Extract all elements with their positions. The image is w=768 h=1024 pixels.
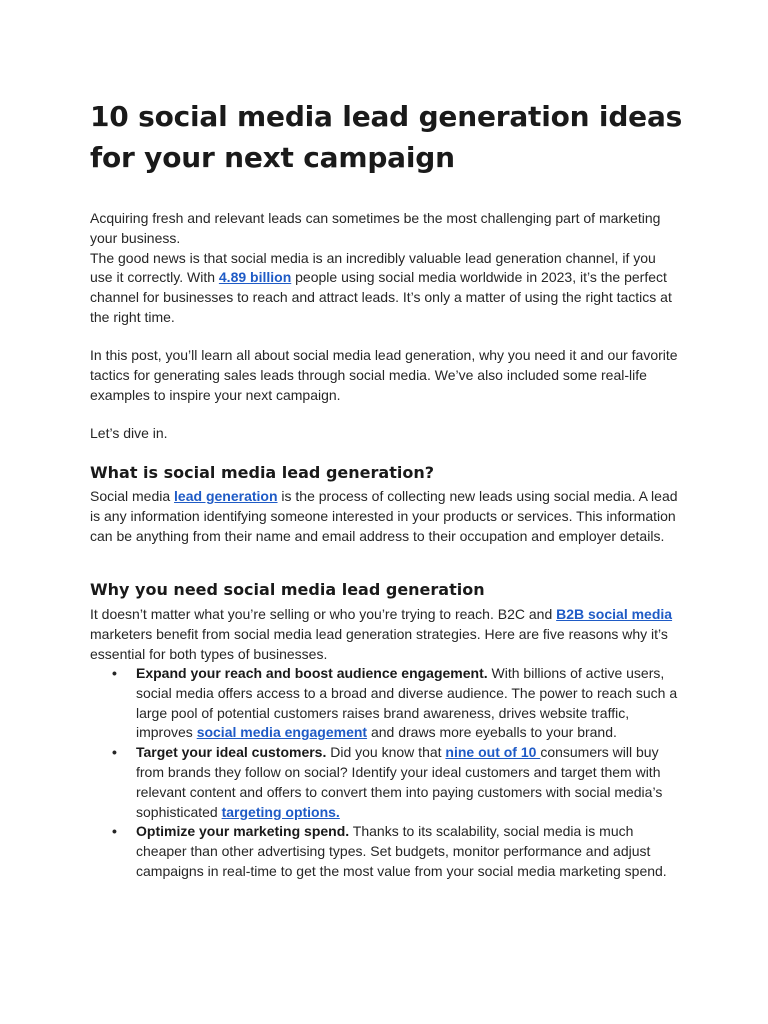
- b2b-social-media-link[interactable]: B2B social media: [556, 606, 673, 622]
- bullet-icon: •: [112, 665, 117, 681]
- intro-paragraphs: [90, 209, 682, 328]
- reason-text: Did you know that: [326, 744, 446, 761]
- list-item: [90, 743, 682, 822]
- what-section-body: [90, 487, 682, 546]
- reason-text-middle: consumers will buy from brands they follow on social? Identify your ideal customers and target them with relevant content and offers to convert them into paying customers with social media’s sophisticated: [136, 744, 663, 820]
- intro-paragraph-2: [90, 249, 682, 328]
- heading-why-you-need: Why you need social media lead generation: [90, 580, 485, 599]
- intro-paragraph-2-text-a: The good news is that social media is an incredibly valuable lead generation channel, if you use it correctly. With: [90, 249, 656, 286]
- what-paragraph: [90, 487, 682, 546]
- intro-paragraph-3-block: [90, 346, 682, 405]
- intro-paragraph-4-block: [90, 424, 682, 444]
- reason-text: Thanks to its scalability, social media is much cheaper than other advertising types. Set budgets, monitor performance and adjust campaigns in real-time to get the most value from your social media marketing spend.: [136, 823, 667, 879]
- reasons-list: [90, 664, 682, 882]
- what-text-b: is the process of collecting new leads using social media. A lead is any information identifying someone interested in your products or services. This information can be anything from their name and email address to their occupation and employer details.: [90, 488, 678, 544]
- list-item: [90, 664, 682, 743]
- stat-link-4-89-billion[interactable]: 4.89 billion: [218, 269, 292, 286]
- reason-text-end: and draws more eyeballs to your brand.: [367, 724, 617, 741]
- reason-title: Expand your reach and boost audience engagement.: [136, 665, 488, 681]
- page-title: 10 social media lead generation ideas for your next campaign: [90, 100, 683, 174]
- nine-out-of-ten-link[interactable]: nine out of 10: [445, 744, 541, 761]
- heading-what-is-lead-generation: What is social media lead generation?: [90, 463, 434, 482]
- bullet-icon: •: [112, 823, 117, 840]
- intro-paragraph-1: Acquiring fresh and relevant leads can sometimes be the most challenging part of marketing your business.: [90, 210, 661, 246]
- intro-paragraph-3: In this post, you’ll learn all about social media lead generation, why you need it and our favorite tactics for generating sales leads through social media. We’ve also included some real-life examples to inspire your next campaign.: [90, 347, 678, 403]
- list-item: [90, 822, 682, 881]
- social-media-engagement-link[interactable]: social media engagement: [196, 724, 368, 741]
- why-text-b: marketers benefit from social media lead generation strategies. Here are five reasons why it’s essential for both types of businesses.: [90, 625, 668, 662]
- bullet-icon: •: [112, 744, 117, 761]
- targeting-options-link[interactable]: targeting options.: [221, 803, 340, 820]
- reason-text: With billions of active users, social media offers access to a broad and diverse audience. The power to reach such a large pool of potential customers raises brand awareness, drives website traffic, improves: [136, 665, 678, 741]
- intro-paragraph-2-text-b: people using social media worldwide in 2023, it’s the perfect channel for businesses to reach and attract leads. It’s only a matter of using the right tactics at the right time.: [90, 269, 672, 325]
- why-section-body: [90, 605, 682, 664]
- lead-generation-link[interactable]: lead generation: [174, 488, 278, 504]
- reason-title: Target your ideal customers.: [136, 744, 327, 761]
- intro-paragraph-4: Let’s dive in.: [90, 425, 168, 441]
- what-text-a: Social media: [90, 488, 175, 504]
- why-text-a: It doesn’t matter what you’re selling or who you’re trying to reach. B2C and: [90, 606, 557, 622]
- reason-title: Optimize your marketing spend.: [136, 823, 350, 840]
- why-paragraph: [90, 605, 682, 664]
